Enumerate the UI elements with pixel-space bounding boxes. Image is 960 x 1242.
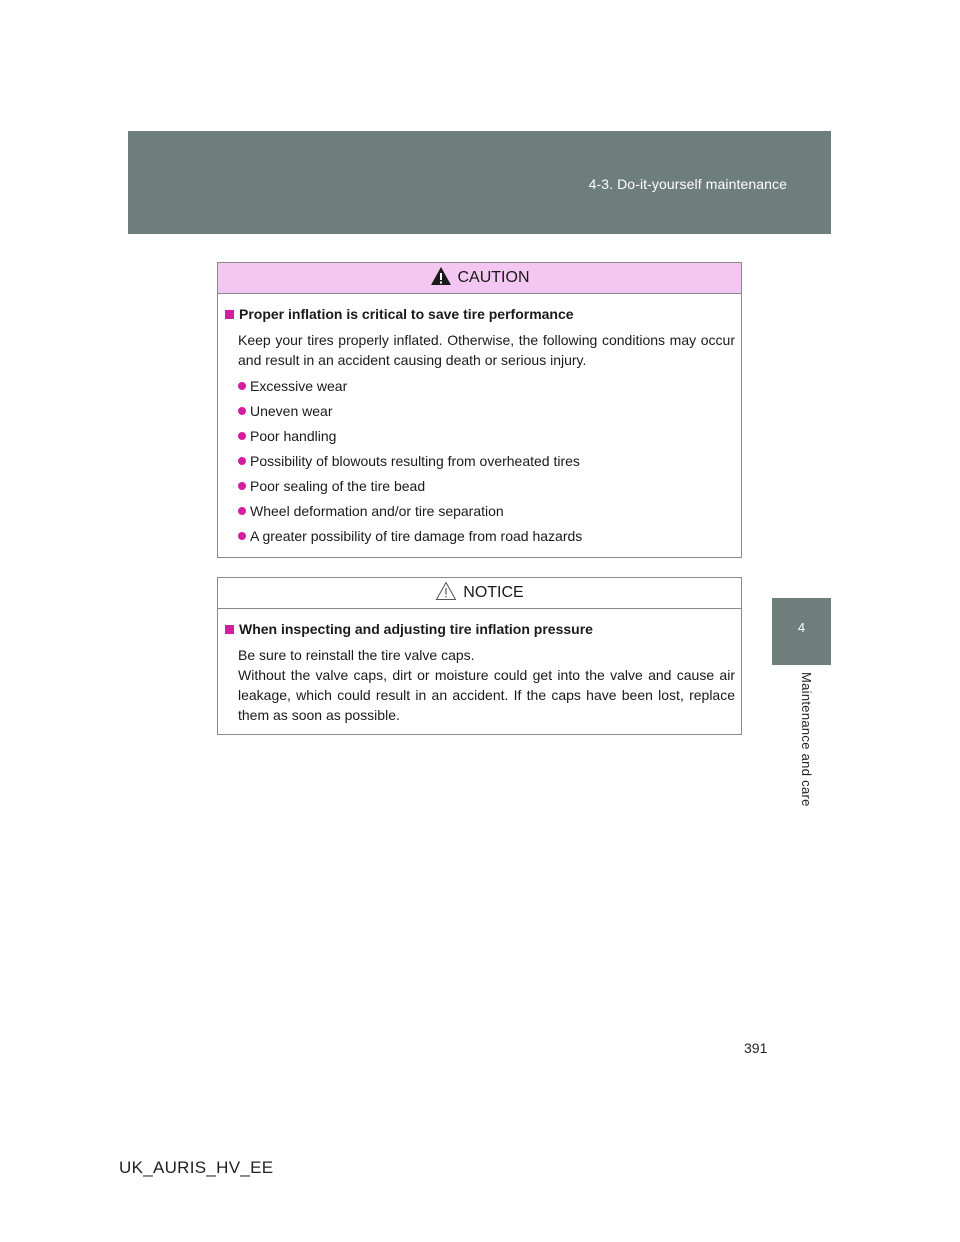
- dot-bullet-icon: [238, 457, 246, 465]
- notice-paragraph-1: Be sure to reinstall the tire valve caps.: [238, 647, 475, 663]
- dot-bullet-icon: [238, 432, 246, 440]
- notice-paragraph-2: Without the valve caps, dirt or moisture could get into the valve and cause air leakage, which could result in an accident. If the caps have been lost, replace them as soon as possible.: [238, 667, 735, 723]
- dot-bullet-icon: [238, 382, 246, 390]
- section-title: 4-3. Do-it-yourself maintenance: [588, 176, 787, 192]
- page-number: 391: [744, 1040, 768, 1056]
- dot-bullet-icon: [238, 407, 246, 415]
- document-code: UK_AURIS_HV_EE: [119, 1158, 274, 1177]
- chapter-tab: [772, 598, 831, 665]
- notice-subhead-text: When inspecting and adjusting tire inflation pressure: [239, 621, 593, 637]
- chapter-number: 4: [797, 620, 806, 635]
- dot-bullet-icon: [238, 507, 246, 515]
- caution-header: [218, 263, 741, 294]
- dot-bullet-icon: [238, 482, 246, 490]
- list-item: A greater possibility of tire damage from road hazards: [238, 526, 735, 546]
- caution-subhead: [224, 306, 735, 322]
- chapter-label: Maintenance and care: [799, 672, 814, 807]
- square-bullet-icon: [225, 310, 234, 319]
- header-band: [128, 131, 831, 234]
- caution-box: [217, 262, 742, 558]
- list-item: Uneven wear: [238, 401, 735, 421]
- square-bullet-icon: [225, 625, 234, 634]
- list-item: Wheel deformation and/or tire separation: [238, 501, 735, 521]
- notice-header: [218, 578, 741, 609]
- caution-bullet-list: [238, 376, 735, 546]
- list-item: Excessive wear: [238, 376, 735, 396]
- warning-triangle-outline-icon: [435, 581, 457, 601]
- caution-subhead-text: Proper inflation is critical to save tire performance: [239, 306, 574, 322]
- list-item: Poor sealing of the tire bead: [238, 476, 735, 496]
- list-item: Poor handling: [238, 426, 735, 446]
- notice-subhead: [224, 621, 735, 637]
- caution-title: CAUTION: [457, 269, 530, 286]
- notice-box: [217, 577, 742, 735]
- notice-title: NOTICE: [463, 584, 524, 601]
- warning-triangle-filled-icon: [430, 266, 452, 286]
- caution-paragraph: Keep your tires properly inflated. Otherwise, the following conditions may occur and result in an accident causing death or serious injury.: [238, 332, 735, 368]
- list-item: Possibility of blowouts resulting from overheated tires: [238, 451, 735, 471]
- dot-bullet-icon: [238, 532, 246, 540]
